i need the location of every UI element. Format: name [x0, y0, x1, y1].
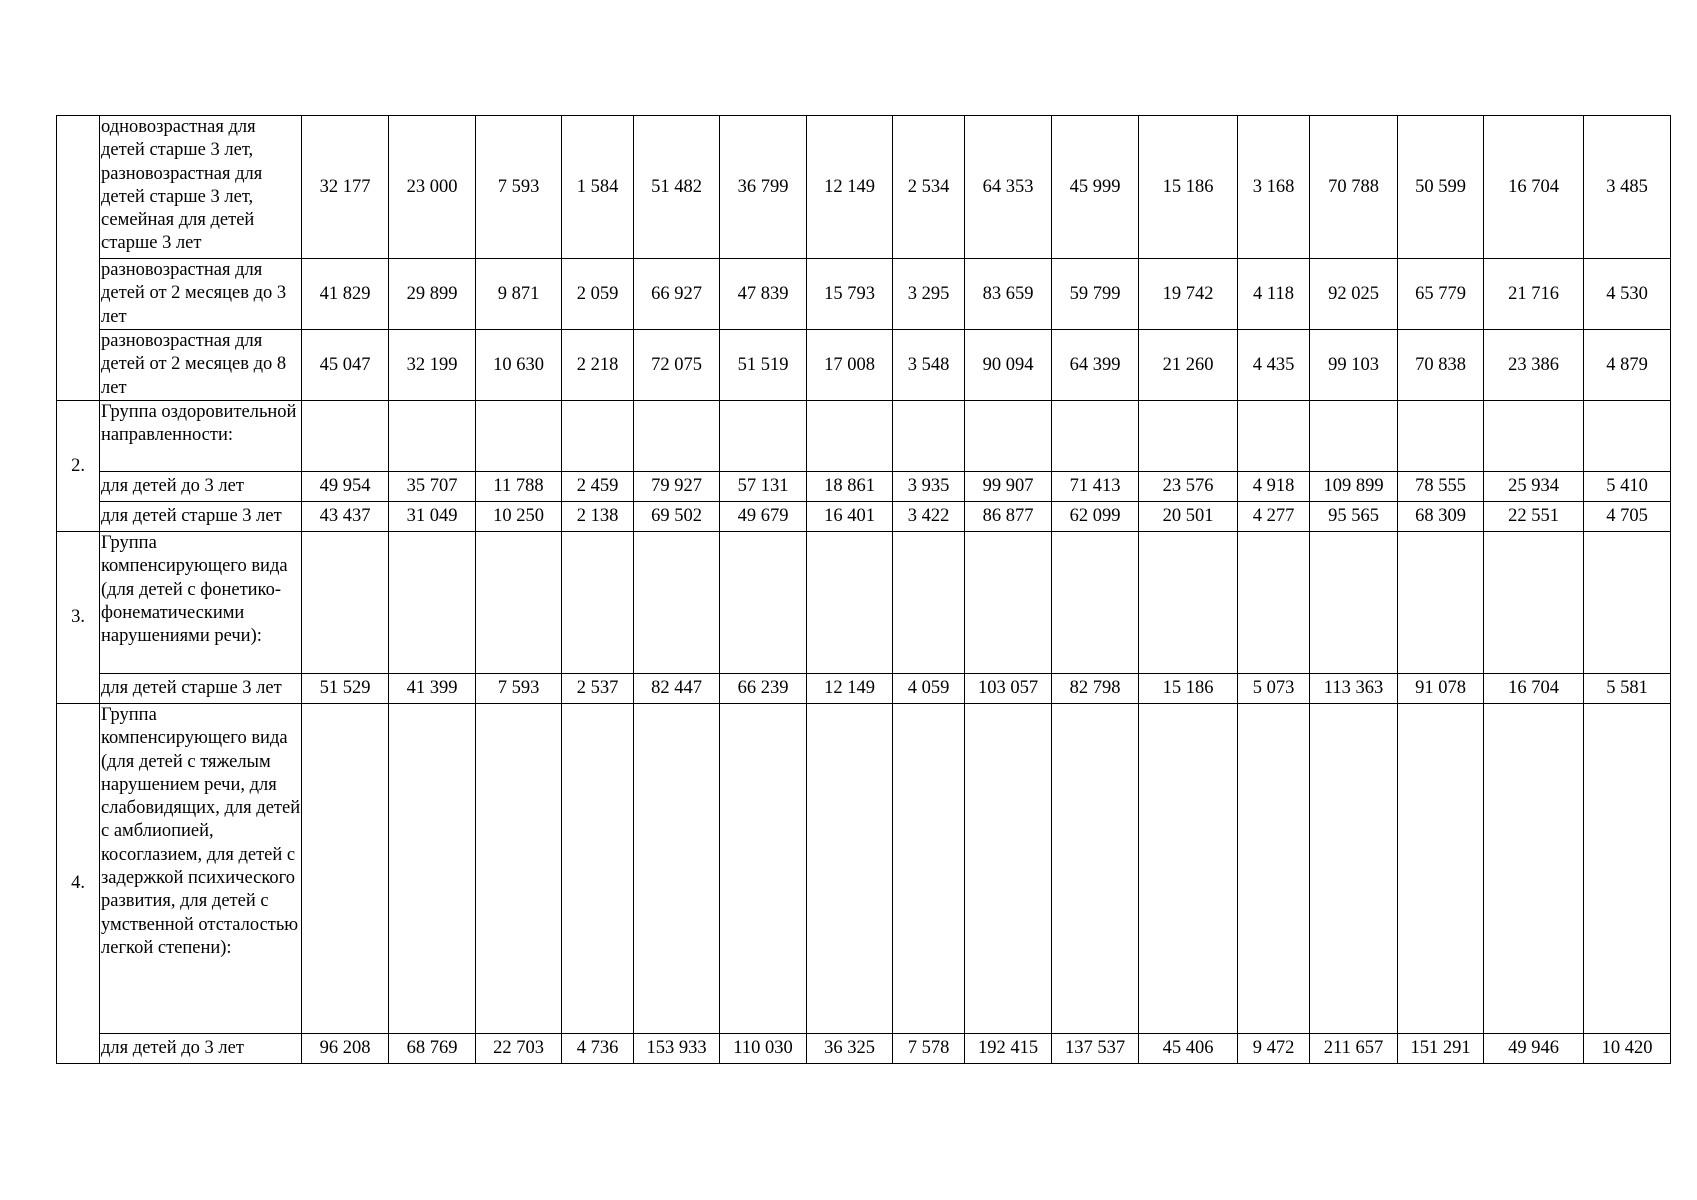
value-cell: 192 415 [965, 1034, 1052, 1064]
empty-cell [893, 704, 965, 1034]
empty-cell [1238, 704, 1310, 1034]
empty-cell [1484, 704, 1584, 1034]
value-cell: 15 793 [807, 259, 893, 330]
empty-cell [720, 401, 807, 472]
value-cell: 21 716 [1484, 259, 1584, 330]
value-cell: 51 482 [634, 116, 720, 259]
value-cell: 70 838 [1398, 330, 1484, 401]
empty-cell [476, 704, 562, 1034]
table-row [57, 502, 1671, 532]
value-cell: 7 578 [893, 1034, 965, 1064]
empty-cell [1052, 532, 1139, 674]
value-cell: 66 239 [720, 674, 807, 704]
value-cell: 5 410 [1584, 472, 1671, 502]
value-cell: 15 186 [1139, 116, 1238, 259]
empty-cell [476, 532, 562, 674]
value-cell: 12 149 [807, 116, 893, 259]
value-cell: 50 599 [1398, 116, 1484, 259]
value-cell: 17 008 [807, 330, 893, 401]
value-cell: 68 309 [1398, 502, 1484, 532]
value-cell: 2 537 [562, 674, 634, 704]
value-cell: 103 057 [965, 674, 1052, 704]
empty-cell [1139, 704, 1238, 1034]
value-cell: 10 250 [476, 502, 562, 532]
tariff-table [56, 115, 1671, 1064]
empty-cell [562, 532, 634, 674]
empty-cell [476, 401, 562, 472]
empty-cell [1398, 401, 1484, 472]
value-cell: 41 399 [389, 674, 476, 704]
value-cell: 51 519 [720, 330, 807, 401]
value-cell: 57 131 [720, 472, 807, 502]
value-cell: 4 118 [1238, 259, 1310, 330]
table-row [57, 472, 1671, 502]
empty-cell [1238, 401, 1310, 472]
value-cell: 25 934 [1484, 472, 1584, 502]
section-heading-row [57, 401, 1671, 472]
empty-cell [965, 532, 1052, 674]
value-cell: 3 295 [893, 259, 965, 330]
value-cell: 82 447 [634, 674, 720, 704]
value-cell: 109 899 [1310, 472, 1398, 502]
table-body [57, 116, 1671, 1064]
value-cell: 9 871 [476, 259, 562, 330]
value-cell: 68 769 [389, 1034, 476, 1064]
value-cell: 41 829 [302, 259, 389, 330]
empty-cell [893, 532, 965, 674]
value-cell: 45 999 [1052, 116, 1139, 259]
empty-cell [1310, 704, 1398, 1034]
empty-cell [807, 704, 893, 1034]
value-cell: 10 630 [476, 330, 562, 401]
value-cell: 137 537 [1052, 1034, 1139, 1064]
empty-cell [807, 532, 893, 674]
value-cell: 82 798 [1052, 674, 1139, 704]
value-cell: 20 501 [1139, 502, 1238, 532]
value-cell: 4 059 [893, 674, 965, 704]
value-cell: 16 704 [1484, 674, 1584, 704]
value-cell: 10 420 [1584, 1034, 1671, 1064]
value-cell: 22 703 [476, 1034, 562, 1064]
empty-cell [1584, 704, 1671, 1034]
value-cell: 21 260 [1139, 330, 1238, 401]
value-cell: 16 704 [1484, 116, 1584, 259]
table-row [57, 674, 1671, 704]
value-cell: 2 459 [562, 472, 634, 502]
value-cell: 64 353 [965, 116, 1052, 259]
value-cell: 23 000 [389, 116, 476, 259]
value-cell: 35 707 [389, 472, 476, 502]
value-cell: 3 422 [893, 502, 965, 532]
empty-cell [965, 401, 1052, 472]
table-row [57, 1034, 1671, 1064]
value-cell: 99 907 [965, 472, 1052, 502]
empty-cell [1052, 401, 1139, 472]
empty-cell [1139, 532, 1238, 674]
row-label: для детей старше 3 лет [100, 502, 302, 532]
empty-cell [302, 704, 389, 1034]
table-row [57, 259, 1671, 330]
value-cell: 4 530 [1584, 259, 1671, 330]
value-cell: 2 138 [562, 502, 634, 532]
value-cell: 9 472 [1238, 1034, 1310, 1064]
value-cell: 110 030 [720, 1034, 807, 1064]
empty-cell [1584, 532, 1671, 674]
section-number: 2. [57, 401, 100, 532]
section-heading-row [57, 532, 1671, 674]
value-cell: 19 742 [1139, 259, 1238, 330]
value-cell: 4 736 [562, 1034, 634, 1064]
value-cell: 78 555 [1398, 472, 1484, 502]
empty-cell [893, 401, 965, 472]
value-cell: 92 025 [1310, 259, 1398, 330]
row-label: одновозрастная для детей старше 3 лет, разновозрастная для детей старше 3 лет, семейная для детей старше 3 лет [100, 116, 302, 259]
value-cell: 4 435 [1238, 330, 1310, 401]
value-cell: 15 186 [1139, 674, 1238, 704]
value-cell: 43 437 [302, 502, 389, 532]
value-cell: 23 576 [1139, 472, 1238, 502]
empty-cell [302, 532, 389, 674]
table-row [57, 330, 1671, 401]
empty-cell [1484, 532, 1584, 674]
value-cell: 47 839 [720, 259, 807, 330]
value-cell: 2 534 [893, 116, 965, 259]
empty-cell [634, 704, 720, 1034]
value-cell: 23 386 [1484, 330, 1584, 401]
value-cell: 151 291 [1398, 1034, 1484, 1064]
value-cell: 83 659 [965, 259, 1052, 330]
empty-cell [1584, 401, 1671, 472]
section-number: 4. [57, 704, 100, 1064]
empty-cell [1052, 704, 1139, 1034]
value-cell: 59 799 [1052, 259, 1139, 330]
value-cell: 71 413 [1052, 472, 1139, 502]
value-cell: 16 401 [807, 502, 893, 532]
empty-cell [302, 401, 389, 472]
value-cell: 99 103 [1310, 330, 1398, 401]
value-cell: 79 927 [634, 472, 720, 502]
value-cell: 2 059 [562, 259, 634, 330]
value-cell: 64 399 [1052, 330, 1139, 401]
value-cell: 113 363 [1310, 674, 1398, 704]
value-cell: 90 094 [965, 330, 1052, 401]
empty-cell [1139, 401, 1238, 472]
value-cell: 66 927 [634, 259, 720, 330]
value-cell: 4 277 [1238, 502, 1310, 532]
value-cell: 153 933 [634, 1034, 720, 1064]
section-heading-row [57, 704, 1671, 1034]
empty-cell [389, 532, 476, 674]
value-cell: 49 679 [720, 502, 807, 532]
row-label: для детей до 3 лет [100, 1034, 302, 1064]
value-cell: 72 075 [634, 330, 720, 401]
value-cell: 49 954 [302, 472, 389, 502]
value-cell: 51 529 [302, 674, 389, 704]
empty-cell [1310, 532, 1398, 674]
value-cell: 5 073 [1238, 674, 1310, 704]
empty-cell [1238, 532, 1310, 674]
empty-cell [389, 704, 476, 1034]
table-row [57, 116, 1671, 259]
value-cell: 95 565 [1310, 502, 1398, 532]
empty-cell [965, 704, 1052, 1034]
value-cell: 70 788 [1310, 116, 1398, 259]
section-heading: Группа оздоровительной направленности: [100, 401, 302, 472]
empty-cell [1398, 704, 1484, 1034]
section-heading: Группа компенсирующего вида (для детей с тяжелым нарушением речи, для слабовидящих, для детей с амблиопией, косоглазием, для детей с задержкой психического развития, для детей с умственной отсталостью легкой степени): [100, 704, 302, 1034]
value-cell: 11 788 [476, 472, 562, 502]
value-cell: 7 593 [476, 674, 562, 704]
value-cell: 86 877 [965, 502, 1052, 532]
value-cell: 4 918 [1238, 472, 1310, 502]
empty-cell [634, 401, 720, 472]
value-cell: 62 099 [1052, 502, 1139, 532]
value-cell: 3 548 [893, 330, 965, 401]
row-label: разновозрастная для детей от 2 месяцев до 8 лет [100, 330, 302, 401]
value-cell: 4 879 [1584, 330, 1671, 401]
value-cell: 211 657 [1310, 1034, 1398, 1064]
row-label: разновозрастная для детей от 2 месяцев до 3 лет [100, 259, 302, 330]
row-label: для детей старше 3 лет [100, 674, 302, 704]
empty-cell [720, 532, 807, 674]
value-cell: 32 199 [389, 330, 476, 401]
value-cell: 91 078 [1398, 674, 1484, 704]
empty-cell [1310, 401, 1398, 472]
value-cell: 96 208 [302, 1034, 389, 1064]
value-cell: 5 581 [1584, 674, 1671, 704]
value-cell: 29 899 [389, 259, 476, 330]
section-number [57, 116, 100, 401]
value-cell: 36 799 [720, 116, 807, 259]
empty-cell [562, 704, 634, 1034]
empty-cell [562, 401, 634, 472]
value-cell: 2 218 [562, 330, 634, 401]
empty-cell [720, 704, 807, 1034]
value-cell: 7 593 [476, 116, 562, 259]
value-cell: 69 502 [634, 502, 720, 532]
value-cell: 3 935 [893, 472, 965, 502]
value-cell: 3 485 [1584, 116, 1671, 259]
value-cell: 49 946 [1484, 1034, 1584, 1064]
section-heading: Группа компенсирующего вида (для детей с фонетико-фонематическими нарушениями речи): [100, 532, 302, 674]
empty-cell [1398, 532, 1484, 674]
empty-cell [634, 532, 720, 674]
value-cell: 45 406 [1139, 1034, 1238, 1064]
section-number: 3. [57, 532, 100, 704]
empty-cell [1484, 401, 1584, 472]
value-cell: 65 779 [1398, 259, 1484, 330]
value-cell: 36 325 [807, 1034, 893, 1064]
value-cell: 32 177 [302, 116, 389, 259]
value-cell: 31 049 [389, 502, 476, 532]
value-cell: 45 047 [302, 330, 389, 401]
value-cell: 3 168 [1238, 116, 1310, 259]
empty-cell [807, 401, 893, 472]
value-cell: 12 149 [807, 674, 893, 704]
row-label: для детей до 3 лет [100, 472, 302, 502]
value-cell: 1 584 [562, 116, 634, 259]
empty-cell [389, 401, 476, 472]
value-cell: 4 705 [1584, 502, 1671, 532]
value-cell: 18 861 [807, 472, 893, 502]
value-cell: 22 551 [1484, 502, 1584, 532]
